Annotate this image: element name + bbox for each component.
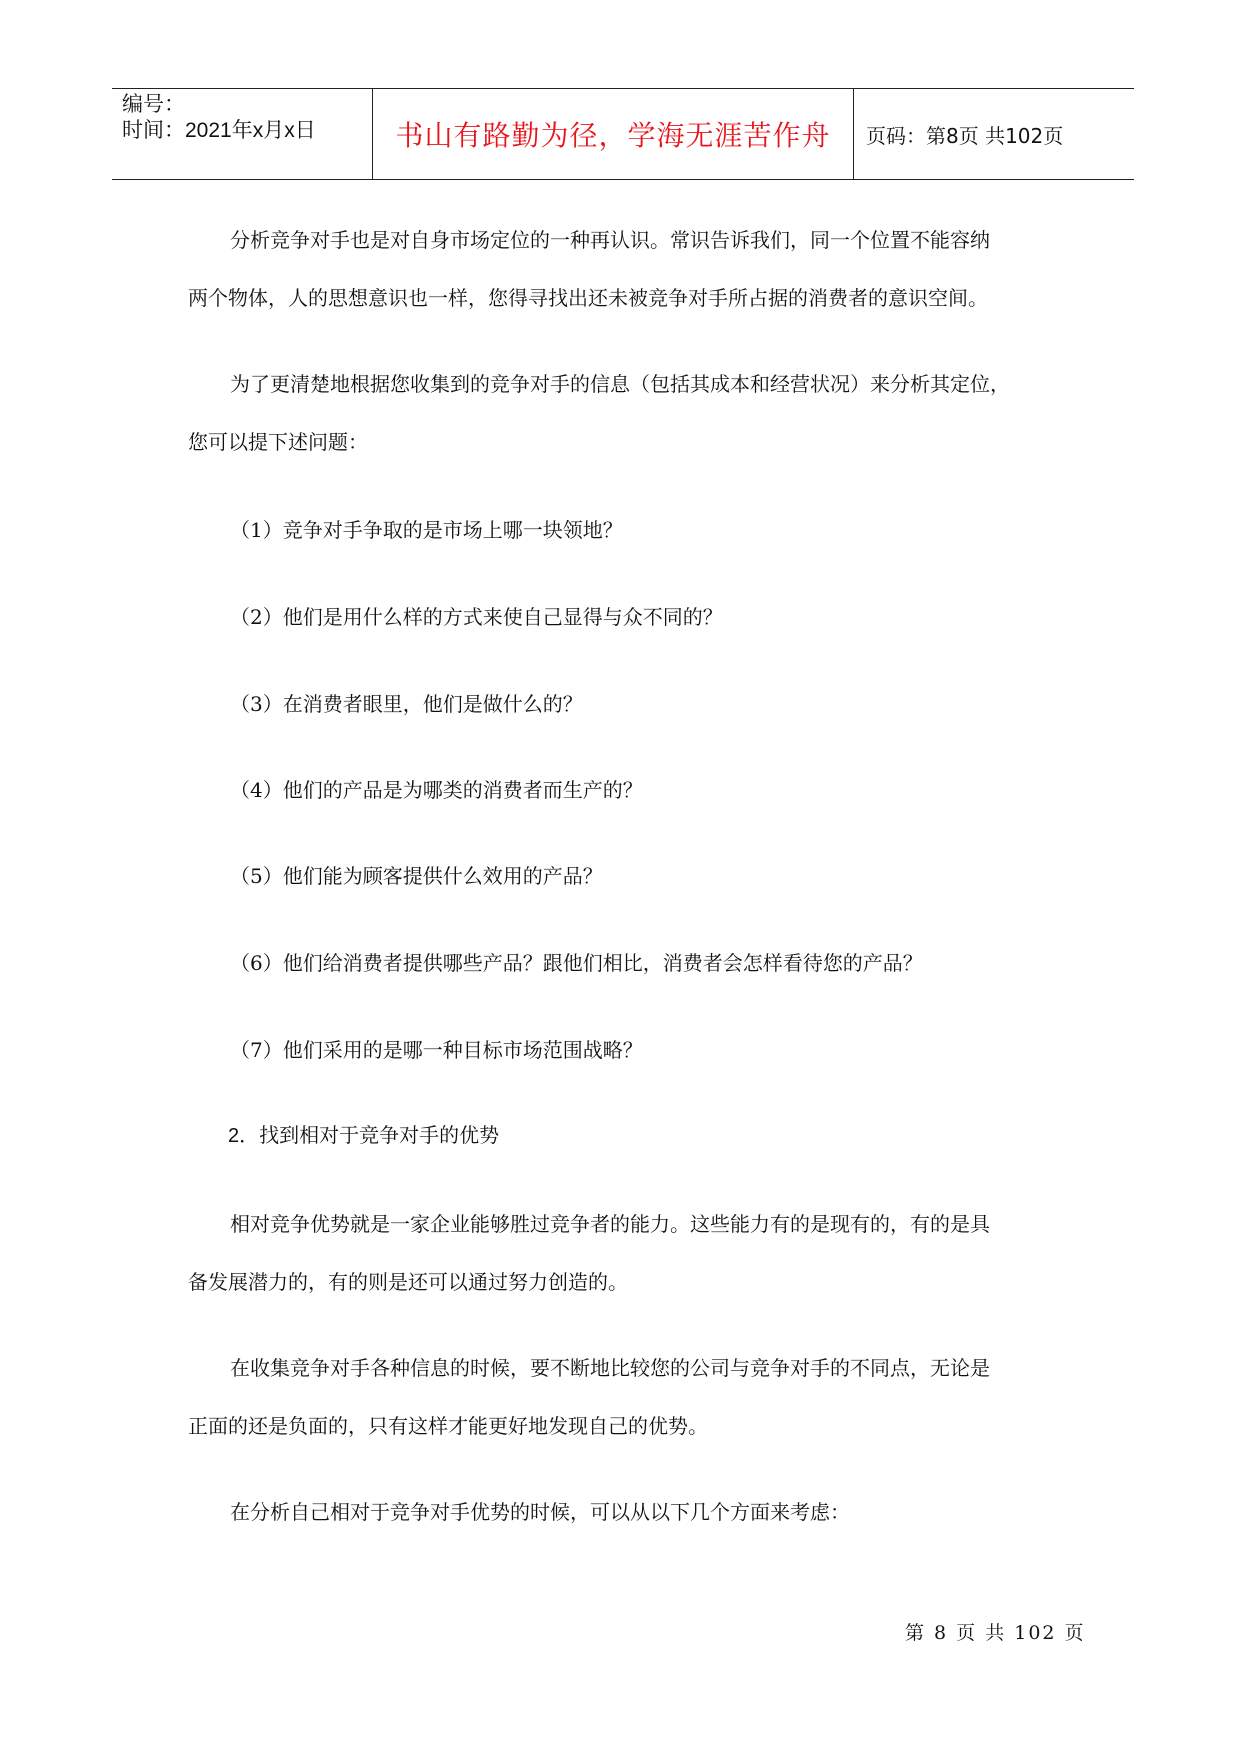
question-item: （3）在消费者眼里，他们是做什么的？ bbox=[230, 692, 583, 716]
paragraph-2-line-2: 您可以提下述问题： bbox=[188, 430, 368, 454]
paragraph-5-line-1: 在分析自己相对于竞争对手优势的时候，可以从以下几个方面来考虑： bbox=[230, 1500, 850, 1524]
time-label: 时间：2021年x月x日 bbox=[122, 119, 316, 142]
paragraph-1-line-1: 分析竞争对手也是对自身市场定位的一种再认识。常识告诉我们，同一个位置不能容纳 bbox=[230, 228, 990, 252]
paragraph-2-line-1: 为了更清楚地根据您收集到的竞争对手的信息（包括其成本和经营状况）来分析其定位， bbox=[230, 372, 1010, 396]
motto-text: 书山有路勤为径，学海无涯苦作舟 bbox=[395, 119, 831, 152]
header-meta-cell bbox=[112, 89, 372, 179]
question-item: （5）他们能为顾客提供什么效用的产品？ bbox=[230, 864, 603, 888]
paragraph-4-line-1: 在收集竞争对手各种信息的时候，要不断地比较您的公司与竞争对手的不同点，无论是 bbox=[230, 1356, 990, 1380]
header-motto-cell bbox=[372, 89, 854, 179]
number-label: 编号： bbox=[122, 93, 185, 116]
question-item: （4）他们的产品是为哪类的消费者而生产的？ bbox=[230, 778, 643, 802]
question-item: （6）他们给消费者提供哪些产品？跟他们相比，消费者会怎样看待您的产品？ bbox=[230, 951, 923, 975]
section-heading: 2．找到相对于竞争对手的优势 bbox=[228, 1125, 500, 1147]
paragraph-3-line-2: 备发展潜力的，有的则是还可以通过努力创造的。 bbox=[188, 1270, 628, 1294]
document-header bbox=[112, 88, 1134, 180]
question-item: （7）他们采用的是哪一种目标市场范围战略？ bbox=[230, 1038, 643, 1062]
header-page-info: 页码：第8页 共102页 bbox=[866, 123, 1064, 148]
paragraph-4-line-2: 正面的还是负面的，只有这样才能更好地发现自己的优势。 bbox=[188, 1414, 708, 1438]
paragraph-3-line-1: 相对竞争优势就是一家企业能够胜过竞争者的能力。这些能力有的是现有的，有的是具 bbox=[230, 1212, 990, 1236]
question-item: （1）竞争对手争取的是市场上哪一块领地？ bbox=[230, 518, 623, 542]
page-footer: 第 8 页 共 102 页 bbox=[905, 1622, 1086, 1644]
paragraph-1-line-2: 两个物体，人的思想意识也一样，您得寻找出还未被竞争对手所占据的消费者的意识空间。 bbox=[188, 286, 988, 310]
question-item: （2）他们是用什么样的方式来使自己显得与众不同的？ bbox=[230, 605, 723, 629]
header-page-cell bbox=[854, 89, 1134, 179]
